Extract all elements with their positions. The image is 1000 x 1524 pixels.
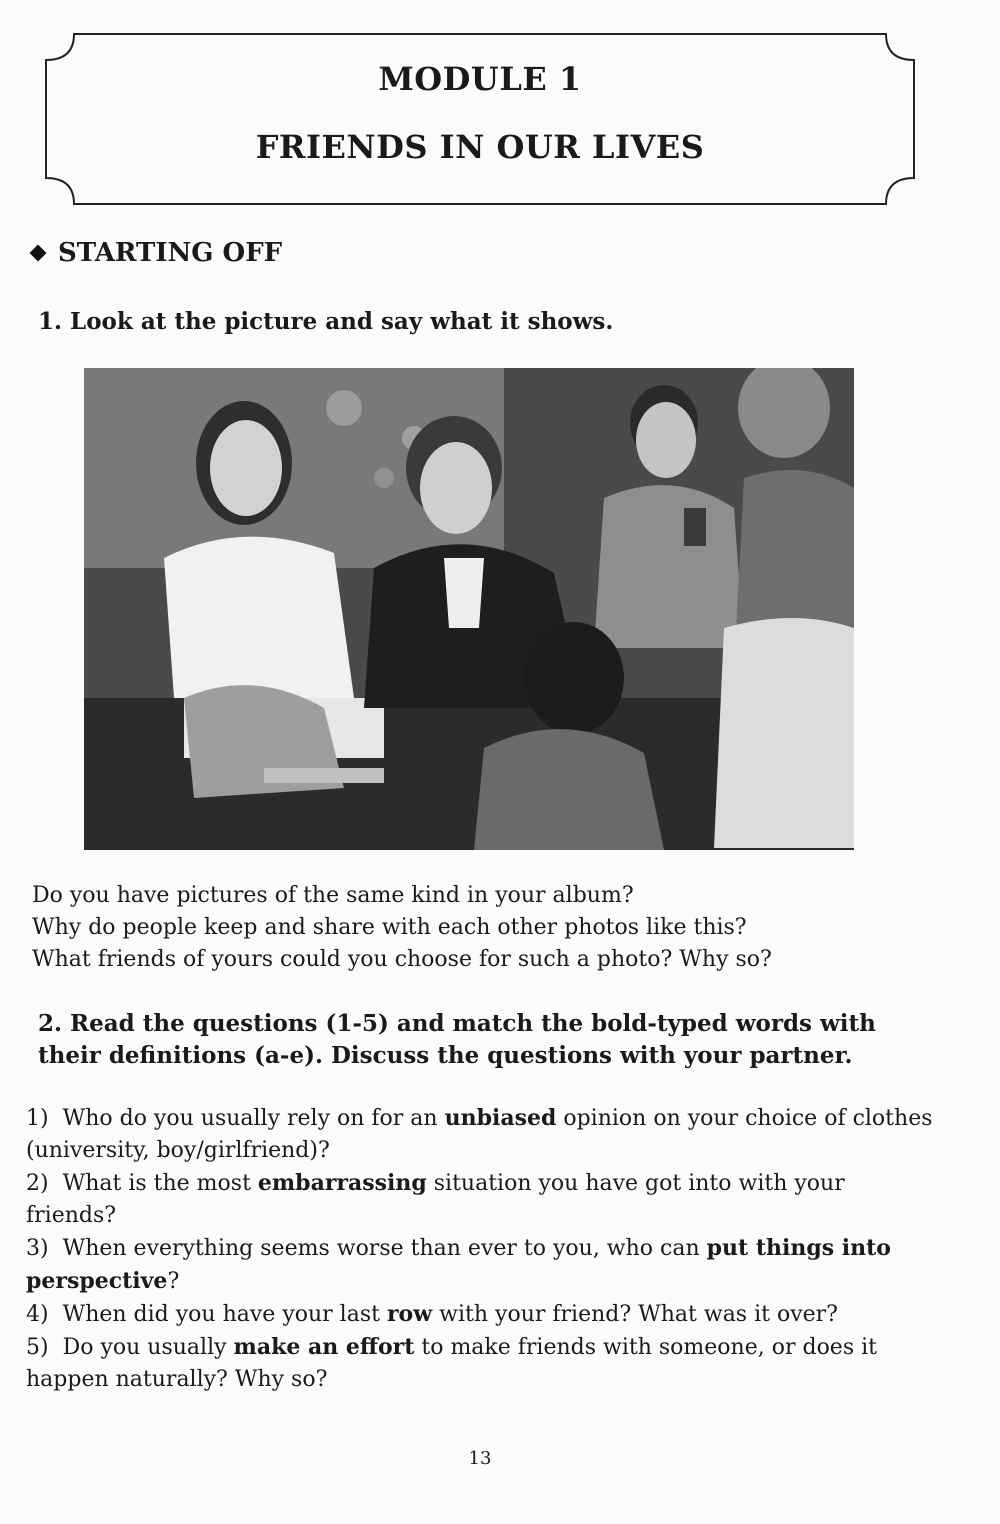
list-item: 3) When everything seems worse than ever to you, who can put things into perspective? (26, 1235, 891, 1294)
bold-term: row (386, 1301, 433, 1327)
bold-term: put things into perspective (26, 1235, 891, 1294)
list-item: 4) When did you have your last row with your friend? What was it over? (26, 1301, 838, 1327)
module-title: FRIENDS IN OUR LIVES (255, 128, 705, 166)
friends-photo (84, 368, 854, 850)
section-title: STARTING OFF (58, 238, 283, 268)
bold-term: make an effort (233, 1334, 415, 1360)
section-heading (32, 238, 282, 268)
list-item: 5) Do you usually make an effort to make friends with someone, or does it happen naturally? Why so? (26, 1334, 877, 1392)
friends-photo-illustration (84, 368, 854, 850)
discussion-question: What friends of yours could you choose for such a photo? Why so? (32, 947, 772, 972)
page-number: 13 (468, 1448, 492, 1469)
discussion-questions (32, 880, 772, 976)
task-1-instruction: 1. Look at the picture and say what it shows. (38, 308, 614, 335)
discussion-question: Do you have pictures of the same kind in your album? (32, 883, 634, 908)
bold-term: unbiased (444, 1105, 557, 1131)
module-number: MODULE 1 (378, 60, 582, 98)
decorative-frame-border (40, 22, 920, 212)
discussion-question: Why do people keep and share with each other photos like this? (32, 915, 747, 940)
bold-term: embarrassing (257, 1170, 427, 1196)
module-title-frame (40, 22, 920, 212)
list-item: 2) What is the most embarrassing situation you have got into with your friends? (26, 1170, 845, 1228)
diamond-bullet-icon (30, 245, 47, 262)
task-2-instruction: 2. Read the questions (1-5) and match the bold-typed words with their definitions (a-e). Discuss the questions with your partner. (38, 1010, 876, 1069)
list-item: 1) Who do you usually rely on for an unbiased opinion on your choice of clothes (university, boy/girlfriend)? (26, 1105, 933, 1163)
question-list (26, 1102, 936, 1396)
